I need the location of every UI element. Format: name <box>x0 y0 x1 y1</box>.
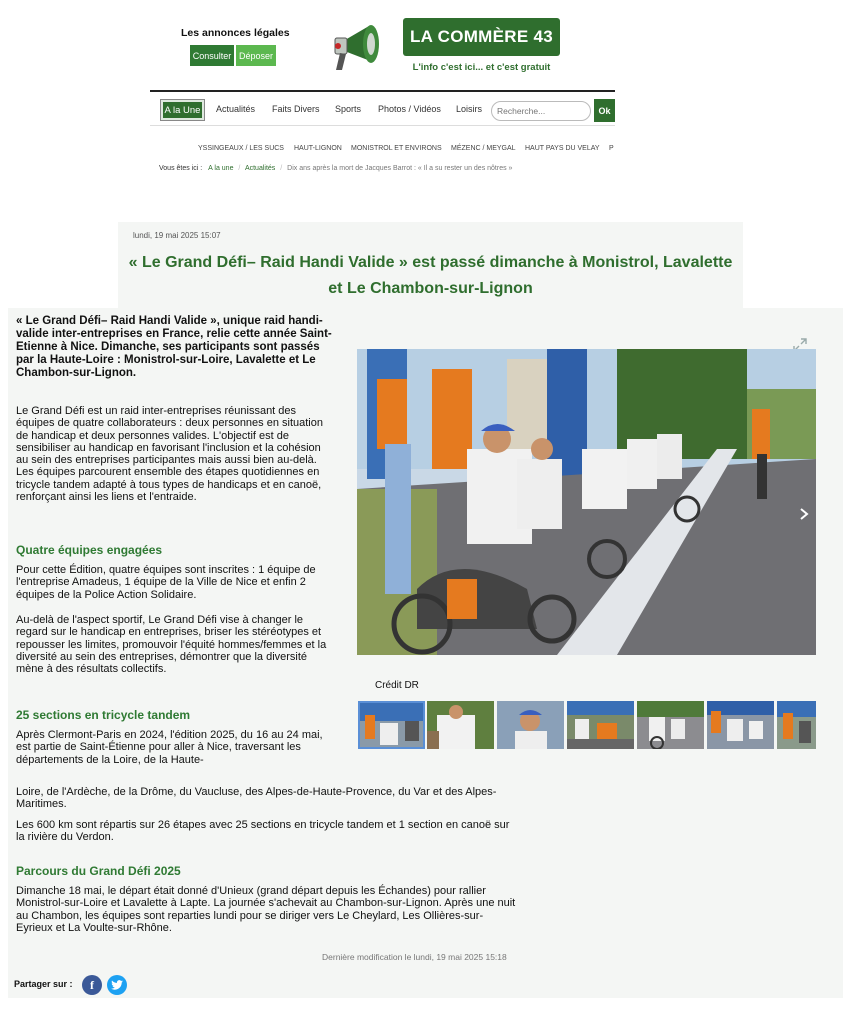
article-paragraph: Le Grand Défi est un raid inter-entreprises réunissant des équipes de quatre collaborateurs : deux personnes en situation de handicap et deux personnes valides. L'objectif est de sensibiliser au handicap en favorisant l'inclusion et la cohésion au sein des entreprises participantes mais aussi bien au-delà. Les équipes parcourent ensemble des étapes quotidiennes en tricycle tandem adapté à tous types de handicaps et en canoë, renforçant ainsi les liens et l'entraide. <box>16 405 323 504</box>
article-main-photo[interactable] <box>357 349 816 655</box>
share-label: Partager sur : <box>14 979 73 989</box>
gallery-thumbnail[interactable] <box>358 701 425 749</box>
section-heading: Quatre équipes engagées <box>16 543 163 557</box>
gallery-thumbnail[interactable] <box>427 701 494 749</box>
legal-notices-title: Les annonces légales <box>181 27 290 39</box>
breadcrumb-prefix: Vous êtes ici : <box>159 165 203 172</box>
article-date: lundi, 19 mai 2025 15:07 <box>133 231 221 240</box>
nav-item-photos-videos[interactable]: Photos / Vidéos <box>378 104 441 114</box>
site-logo[interactable]: LA COMMÈRE 43 <box>403 18 560 56</box>
nav-item-sports[interactable]: Sports <box>335 104 362 114</box>
gallery-thumbnail[interactable] <box>497 701 564 749</box>
search-input[interactable] <box>491 101 591 121</box>
article-paragraph: Au-delà de l'aspect sportif, Le Grand Défi vise à changer le regard sur le handicap en entreprises, briser les stéréotypes et repousser les limites, promouvoir l'équité hommes/femmes et la diversité au sein des entreprises, démontrer que la diversité mène à des résultats collectifs. <box>16 614 327 676</box>
consult-button[interactable]: Consulter <box>190 45 234 66</box>
nav-divider <box>150 125 615 126</box>
breadcrumb-home[interactable]: A la une <box>208 165 234 172</box>
next-photo-icon[interactable] <box>799 508 809 520</box>
nav-top-border <box>150 90 615 92</box>
search-submit-button[interactable]: Ok <box>594 99 615 122</box>
region-link-mezenc[interactable]: MÉZENC / MEYGAL <box>451 145 516 152</box>
region-link-yssingeaux[interactable]: YSSINGEAUX / LES SUCS <box>198 145 284 152</box>
nav-item-loisirs[interactable]: Loisirs <box>456 104 483 114</box>
breadcrumb-current: Dix ans après la mort de Jacques Barrot : « Il a su rester un des nôtres » <box>287 165 513 172</box>
last-modified: Dernière modification le lundi, 19 mai 2025 15:18 <box>322 952 507 962</box>
article-paragraph: Pour cette Édition, quatre équipes sont inscrites : 1 équipe de l'entreprise Amadeus, 1 équipe de la Ville de Nice et enfin 2 équipes de la Police Action Solidaire. <box>16 564 316 601</box>
facebook-share-icon[interactable]: f <box>82 975 102 995</box>
nav-item-actualites[interactable]: Actualités <box>216 104 256 114</box>
region-link-truncated[interactable]: P <box>609 145 614 152</box>
article-lead: « Le Grand Défi– Raid Handi Valide », unique raid handi-valide inter-entreprises en France, relie cette année Saint-Etienne à Nice. Dimanche, ses participants sont passés par la Haute-Loire : Monistrol-sur-Loire, Lavalette et Le Chambon-sur-Lignon. <box>16 315 332 379</box>
section-heading: Parcours du Grand Défi 2025 <box>16 864 181 878</box>
article-paragraph: Loire, de l'Ardèche, de la Drôme, du Vaucluse, des Alpes-de-Haute-Provence, du Var et des Alpes-Maritimes. <box>16 786 497 811</box>
site-tagline: L'info c'est ici... et c'est gratuit <box>412 62 551 73</box>
article-paragraph: Les 600 km sont répartis sur 26 étapes avec 25 sections en tricycle tandem et 1 section en canoë sur la rivière du Verdon. <box>16 819 510 844</box>
megaphone-logo-icon[interactable] <box>325 16 393 76</box>
article-paragraph: Dimanche 18 mai, le départ était donné d'Unieux (grand départ depuis les Échandes) pour rallier Monistrol-sur-Loire et Lavalette à Lapte. La journée s'achevait au Chambon-sur-Lignon. Après une nuit au Chambon, les équipes sont reparties lundi pour se diriger vers Le Cheylard, Les Ollières-sur-Eyrieux et La Voulte-sur-Rhône. <box>16 885 516 934</box>
article-paragraph: Après Clermont-Paris en 2024, l'édition 2025, du 16 au 24 mai, est partie de Saint-Étienne pour aller à Nice, traversant les départements de la Loire, de la Haute- <box>16 729 323 766</box>
region-link-haut-pays-du-velay[interactable]: HAUT PAYS DU VELAY <box>525 145 600 152</box>
region-link-monistrol[interactable]: MONISTROL ET ENVIRONS <box>351 145 442 152</box>
gallery-thumbnail[interactable] <box>707 701 774 749</box>
nav-item-home[interactable]: A la Une <box>160 99 205 121</box>
gallery-thumbnail[interactable] <box>777 701 816 749</box>
deposit-button[interactable]: Déposer <box>236 45 276 66</box>
gallery-thumbnail[interactable] <box>637 701 704 749</box>
region-link-haut-lignon[interactable]: HAUT-LIGNON <box>294 145 342 152</box>
article-title: « Le Grand Défi– Raid Handi Valide » est passé dimanche à Monistrol, Lavalette et Le Chambon-sur-Lignon <box>128 254 733 297</box>
twitter-share-icon[interactable] <box>107 975 127 995</box>
section-heading: 25 sections en tricycle tandem <box>16 708 191 722</box>
gallery-thumbnail[interactable] <box>567 701 634 749</box>
nav-item-faits-divers[interactable]: Faits Divers <box>272 104 320 114</box>
photo-credit: Crédit DR <box>375 680 419 691</box>
breadcrumb: Vous êtes ici : A la une / Actualités / Dix ans après la mort de Jacques Barrot : « Il a su rester un des nôtres » <box>159 165 513 172</box>
breadcrumb-actualites[interactable]: Actualités <box>244 165 276 172</box>
